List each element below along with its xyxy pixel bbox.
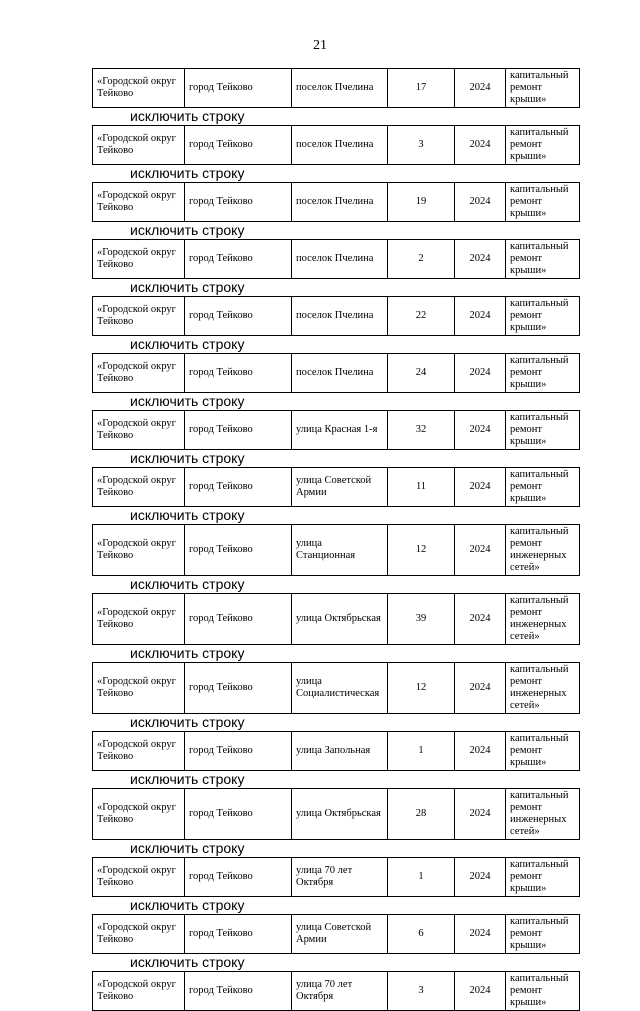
municipality-cell: «Городской округ Тейково xyxy=(93,663,185,714)
work-type-cell: капитальный ремонт инженерных сетей» xyxy=(506,594,580,645)
exclude-row-note: исключить строку xyxy=(130,450,245,466)
work-type-cell: капитальный ремонт крыши» xyxy=(506,69,580,108)
year-cell: 2024 xyxy=(455,858,506,897)
exclude-row-note: исключить строку xyxy=(130,222,245,238)
house-number-cell: 3 xyxy=(388,972,455,1011)
street-cell: улица Социалистическая xyxy=(292,663,388,714)
table-row xyxy=(92,731,580,771)
table-row xyxy=(92,239,580,279)
settlement-cell: город Тейково xyxy=(185,297,292,336)
municipality-cell: «Городской округ Тейково xyxy=(93,789,185,840)
settlement-cell: город Тейково xyxy=(185,411,292,450)
settlement-cell: город Тейково xyxy=(185,126,292,165)
settlement-cell: город Тейково xyxy=(185,915,292,954)
work-type-cell: капитальный ремонт инженерных сетей» xyxy=(506,789,580,840)
table-row xyxy=(92,125,580,165)
house-number-cell: 3 xyxy=(388,126,455,165)
street-cell: улица Станционная xyxy=(292,525,388,576)
street-cell: улица Октябрьская xyxy=(292,594,388,645)
street-cell: улица Красная 1-я xyxy=(292,411,388,450)
municipality-cell: «Городской округ Тейково xyxy=(93,411,185,450)
settlement-cell: город Тейково xyxy=(185,594,292,645)
year-cell: 2024 xyxy=(455,972,506,1011)
year-cell: 2024 xyxy=(455,789,506,840)
municipality-cell: «Городской округ Тейково xyxy=(93,354,185,393)
work-type-cell: капитальный ремонт крыши» xyxy=(506,354,580,393)
street-cell: улица Советской Армии xyxy=(292,468,388,507)
settlement-cell: город Тейково xyxy=(185,663,292,714)
year-cell: 2024 xyxy=(455,663,506,714)
settlement-cell: город Тейково xyxy=(185,525,292,576)
municipality-cell: «Городской округ Тейково xyxy=(93,858,185,897)
exclude-row-note: исключить строку xyxy=(130,165,245,181)
municipality-cell: «Городской округ Тейково xyxy=(93,468,185,507)
settlement-cell: город Тейково xyxy=(185,354,292,393)
year-cell: 2024 xyxy=(455,240,506,279)
municipality-cell: «Городской округ Тейково xyxy=(93,732,185,771)
municipality-cell: «Городской округ Тейково xyxy=(93,183,185,222)
table-row xyxy=(92,593,580,645)
table-row xyxy=(92,296,580,336)
work-type-cell: капитальный ремонт крыши» xyxy=(506,411,580,450)
municipality-cell: «Городской округ Тейково xyxy=(93,297,185,336)
year-cell: 2024 xyxy=(455,411,506,450)
street-cell: поселок Пчелина xyxy=(292,126,388,165)
street-cell: поселок Пчелина xyxy=(292,297,388,336)
table-row xyxy=(92,971,580,1011)
street-cell: поселок Пчелина xyxy=(292,183,388,222)
street-cell: улица 70 лет Октября xyxy=(292,972,388,1011)
year-cell: 2024 xyxy=(455,525,506,576)
house-number-cell: 12 xyxy=(388,525,455,576)
table-row xyxy=(92,410,580,450)
work-type-cell: капитальный ремонт крыши» xyxy=(506,915,580,954)
settlement-cell: город Тейково xyxy=(185,732,292,771)
house-number-cell: 6 xyxy=(388,915,455,954)
exclude-row-note: исключить строку xyxy=(130,645,245,661)
street-cell: улица Октябрьская xyxy=(292,789,388,840)
street-cell: улица Советской Армии xyxy=(292,915,388,954)
settlement-cell: город Тейково xyxy=(185,69,292,108)
work-type-cell: капитальный ремонт крыши» xyxy=(506,183,580,222)
exclude-row-note: исключить строку xyxy=(130,714,245,730)
exclude-row-note: исключить строку xyxy=(130,336,245,352)
work-type-cell: капитальный ремонт инженерных сетей» xyxy=(506,525,580,576)
year-cell: 2024 xyxy=(455,732,506,771)
street-cell: поселок Пчелина xyxy=(292,69,388,108)
work-type-cell: капитальный ремонт крыши» xyxy=(506,858,580,897)
year-cell: 2024 xyxy=(455,69,506,108)
exclude-row-note: исключить строку xyxy=(130,393,245,409)
settlement-cell: город Тейково xyxy=(185,789,292,840)
work-type-cell: капитальный ремонт крыши» xyxy=(506,126,580,165)
table-row xyxy=(92,857,580,897)
house-number-cell: 24 xyxy=(388,354,455,393)
page-number: 21 xyxy=(313,38,327,53)
table-row xyxy=(92,788,580,840)
house-number-cell: 19 xyxy=(388,183,455,222)
table-row xyxy=(92,467,580,507)
settlement-cell: город Тейково xyxy=(185,972,292,1011)
house-number-cell: 12 xyxy=(388,663,455,714)
table-row xyxy=(92,182,580,222)
year-cell: 2024 xyxy=(455,594,506,645)
municipality-cell: «Городской округ Тейково xyxy=(93,972,185,1011)
year-cell: 2024 xyxy=(455,126,506,165)
street-cell: поселок Пчелина xyxy=(292,354,388,393)
work-type-cell: капитальный ремонт крыши» xyxy=(506,972,580,1011)
municipality-cell: «Городской округ Тейково xyxy=(93,69,185,108)
house-number-cell: 1 xyxy=(388,732,455,771)
settlement-cell: город Тейково xyxy=(185,858,292,897)
exclude-row-note: исключить строку xyxy=(130,576,245,592)
year-cell: 2024 xyxy=(455,915,506,954)
street-cell: улица 70 лет Октября xyxy=(292,858,388,897)
work-type-cell: капитальный ремонт крыши» xyxy=(506,240,580,279)
year-cell: 2024 xyxy=(455,183,506,222)
settlement-cell: город Тейково xyxy=(185,183,292,222)
exclude-row-note: исключить строку xyxy=(130,897,245,913)
house-number-cell: 1 xyxy=(388,858,455,897)
work-type-cell: капитальный ремонт крыши» xyxy=(506,468,580,507)
municipality-cell: «Городской округ Тейково xyxy=(93,915,185,954)
year-cell: 2024 xyxy=(455,468,506,507)
exclude-row-note: исключить строку xyxy=(130,108,245,124)
house-number-cell: 28 xyxy=(388,789,455,840)
year-cell: 2024 xyxy=(455,297,506,336)
municipality-cell: «Городской округ Тейково xyxy=(93,525,185,576)
settlement-cell: город Тейково xyxy=(185,240,292,279)
table-row xyxy=(92,524,580,576)
table-row xyxy=(92,662,580,714)
exclude-row-note: исключить строку xyxy=(130,954,245,970)
house-number-cell: 39 xyxy=(388,594,455,645)
municipality-cell: «Городской округ Тейково xyxy=(93,126,185,165)
table-row xyxy=(92,353,580,393)
house-number-cell: 17 xyxy=(388,69,455,108)
municipality-cell: «Городской округ Тейково xyxy=(93,594,185,645)
year-cell: 2024 xyxy=(455,354,506,393)
house-number-cell: 32 xyxy=(388,411,455,450)
house-number-cell: 2 xyxy=(388,240,455,279)
municipality-cell: «Городской округ Тейково xyxy=(93,240,185,279)
house-number-cell: 11 xyxy=(388,468,455,507)
table-row xyxy=(92,914,580,954)
work-type-cell: капитальный ремонт крыши» xyxy=(506,297,580,336)
work-type-cell: капитальный ремонт крыши» xyxy=(506,732,580,771)
street-cell: улица Запольная xyxy=(292,732,388,771)
exclude-row-note: исключить строку xyxy=(130,771,245,787)
exclude-row-note: исключить строку xyxy=(130,507,245,523)
exclude-row-note: исключить строку xyxy=(130,840,245,856)
house-number-cell: 22 xyxy=(388,297,455,336)
rows-container xyxy=(92,68,580,1011)
exclude-row-note: исключить строку xyxy=(130,279,245,295)
street-cell: поселок Пчелина xyxy=(292,240,388,279)
work-type-cell: капитальный ремонт инженерных сетей» xyxy=(506,663,580,714)
settlement-cell: город Тейково xyxy=(185,468,292,507)
table-row xyxy=(92,68,580,108)
